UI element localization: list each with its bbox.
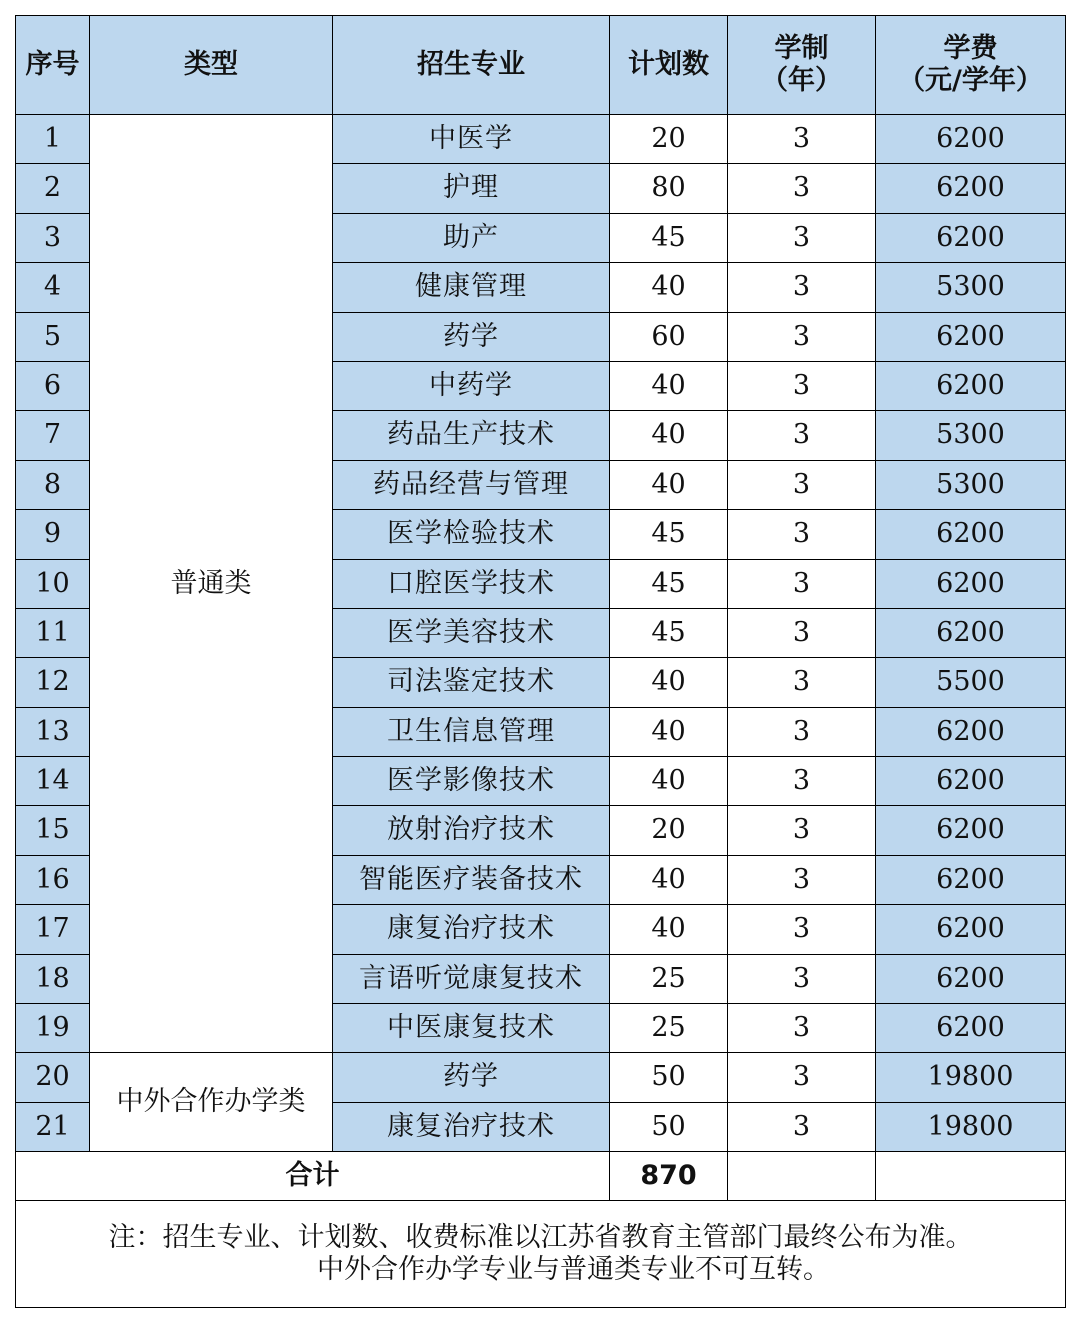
header-duration-line2: （年） [761, 65, 842, 96]
plan-cell: 40 [610, 263, 728, 312]
duration-cell: 3 [728, 361, 876, 410]
plan-cell: 80 [610, 164, 728, 213]
fee-cell: 6200 [876, 312, 1066, 361]
note-row [16, 1201, 1066, 1308]
plan-cell: 45 [610, 559, 728, 608]
row-number-cell: 12 [16, 658, 90, 707]
fee-cell: 6200 [876, 707, 1066, 756]
duration-cell: 3 [728, 1102, 876, 1151]
duration-cell: 3 [728, 658, 876, 707]
duration-cell: 3 [728, 115, 876, 164]
major-cell: 智能医疗装备技术 [333, 855, 610, 904]
fee-cell: 6200 [876, 608, 1066, 657]
major-cell: 医学美容技术 [333, 608, 610, 657]
major-cell: 健康管理 [333, 263, 610, 312]
row-number-cell: 20 [16, 1053, 90, 1102]
row-number-cell: 6 [16, 361, 90, 410]
plan-cell: 40 [610, 658, 728, 707]
header-fee-line2: （元/学年） [898, 65, 1043, 96]
major-cell: 药品生产技术 [333, 411, 610, 460]
major-cell: 医学检验技术 [333, 510, 610, 559]
fee-cell: 6200 [876, 510, 1066, 559]
plan-cell: 20 [610, 806, 728, 855]
row-number-cell: 19 [16, 1004, 90, 1053]
row-number-cell: 11 [16, 608, 90, 657]
major-cell: 护理 [333, 164, 610, 213]
total-label: 合计 [16, 1152, 610, 1201]
plan-cell: 40 [610, 411, 728, 460]
major-cell: 药学 [333, 312, 610, 361]
major-cell: 药学 [333, 1053, 610, 1102]
fee-cell: 6200 [876, 213, 1066, 262]
duration-cell: 3 [728, 707, 876, 756]
duration-cell: 3 [728, 559, 876, 608]
duration-cell: 3 [728, 213, 876, 262]
major-cell: 口腔医学技术 [333, 559, 610, 608]
fee-cell: 6200 [876, 757, 1066, 806]
note-cell [16, 1201, 1066, 1308]
category-cell-general: 普通类 [90, 115, 333, 1053]
fee-cell: 6200 [876, 905, 1066, 954]
major-cell: 中医学 [333, 115, 610, 164]
row-number-cell: 9 [16, 510, 90, 559]
plan-cell: 20 [610, 115, 728, 164]
major-cell: 药品经营与管理 [333, 460, 610, 509]
fee-cell: 19800 [876, 1053, 1066, 1102]
plan-cell: 25 [610, 954, 728, 1003]
duration-cell: 3 [728, 806, 876, 855]
duration-cell: 3 [728, 263, 876, 312]
plan-cell: 60 [610, 312, 728, 361]
row-number-cell: 8 [16, 460, 90, 509]
row-number-cell: 17 [16, 905, 90, 954]
fee-cell: 6200 [876, 361, 1066, 410]
duration-cell: 3 [728, 1004, 876, 1053]
major-cell: 言语听觉康复技术 [333, 954, 610, 1003]
header-type: 类型 [90, 16, 333, 115]
plan-cell: 50 [610, 1053, 728, 1102]
duration-cell: 3 [728, 164, 876, 213]
fee-cell: 6200 [876, 1004, 1066, 1053]
major-cell: 助产 [333, 213, 610, 262]
row-number-cell: 15 [16, 806, 90, 855]
plan-cell: 40 [610, 460, 728, 509]
header-fee [876, 16, 1066, 115]
duration-cell: 3 [728, 1053, 876, 1102]
plan-cell: 25 [610, 1004, 728, 1053]
duration-cell: 3 [728, 411, 876, 460]
fee-cell: 6200 [876, 164, 1066, 213]
total-value: 870 [610, 1152, 728, 1201]
fee-cell: 5300 [876, 263, 1066, 312]
header-major: 招生专业 [333, 16, 610, 115]
row-number-cell: 14 [16, 757, 90, 806]
note-line-1: 注：招生专业、计划数、收费标准以江苏省教育主管部门最终公布为准。 [108, 1221, 973, 1253]
header-row [16, 16, 1066, 115]
row-number-cell: 3 [16, 213, 90, 262]
duration-cell: 3 [728, 460, 876, 509]
fee-cell: 6200 [876, 806, 1066, 855]
header-fee-line1: 学费 [943, 32, 998, 64]
enrollment-plan-table [15, 15, 1066, 1308]
fee-cell: 5500 [876, 658, 1066, 707]
major-cell: 司法鉴定技术 [333, 658, 610, 707]
duration-cell: 3 [728, 312, 876, 361]
fee-cell: 6200 [876, 855, 1066, 904]
row-number-cell: 16 [16, 855, 90, 904]
plan-cell: 45 [610, 213, 728, 262]
header-duration [728, 16, 876, 115]
duration-cell: 3 [728, 510, 876, 559]
major-cell: 卫生信息管理 [333, 707, 610, 756]
row-number-cell: 18 [16, 954, 90, 1003]
row-number-cell: 13 [16, 707, 90, 756]
row-number-cell: 7 [16, 411, 90, 460]
duration-cell: 3 [728, 608, 876, 657]
table-row [16, 1053, 1066, 1102]
row-number-cell: 21 [16, 1102, 90, 1151]
table-body [16, 115, 1066, 1152]
major-cell: 中药学 [333, 361, 610, 410]
header-duration-line1: 学制 [774, 32, 829, 64]
plan-cell: 40 [610, 905, 728, 954]
note-line-2: 中外合作办学专业与普通类专业不可互转。 [317, 1254, 830, 1286]
fee-cell: 19800 [876, 1102, 1066, 1151]
fee-cell: 6200 [876, 115, 1066, 164]
fee-cell: 6200 [876, 954, 1066, 1003]
fee-cell: 5300 [876, 411, 1066, 460]
duration-cell: 3 [728, 855, 876, 904]
total-row [16, 1152, 1066, 1201]
row-number-cell: 1 [16, 115, 90, 164]
row-number-cell: 4 [16, 263, 90, 312]
plan-cell: 40 [610, 707, 728, 756]
row-number-cell: 5 [16, 312, 90, 361]
total-empty-cell [728, 1152, 876, 1201]
major-cell: 康复治疗技术 [333, 905, 610, 954]
major-cell: 中医康复技术 [333, 1004, 610, 1053]
plan-cell: 40 [610, 855, 728, 904]
major-cell: 放射治疗技术 [333, 806, 610, 855]
major-cell: 康复治疗技术 [333, 1102, 610, 1151]
duration-cell: 3 [728, 757, 876, 806]
duration-cell: 3 [728, 905, 876, 954]
plan-cell: 45 [610, 510, 728, 559]
plan-cell: 45 [610, 608, 728, 657]
fee-cell: 5300 [876, 460, 1066, 509]
row-number-cell: 10 [16, 559, 90, 608]
plan-cell: 40 [610, 757, 728, 806]
duration-cell: 3 [728, 954, 876, 1003]
plan-cell: 50 [610, 1102, 728, 1151]
category-cell-sino-foreign: 中外合作办学类 [90, 1053, 333, 1152]
total-empty-cell [876, 1152, 1066, 1201]
table-row [16, 115, 1066, 164]
header-no: 序号 [16, 16, 90, 115]
plan-cell: 40 [610, 361, 728, 410]
major-cell: 医学影像技术 [333, 757, 610, 806]
header-plan: 计划数 [610, 16, 728, 115]
row-number-cell: 2 [16, 164, 90, 213]
fee-cell: 6200 [876, 559, 1066, 608]
